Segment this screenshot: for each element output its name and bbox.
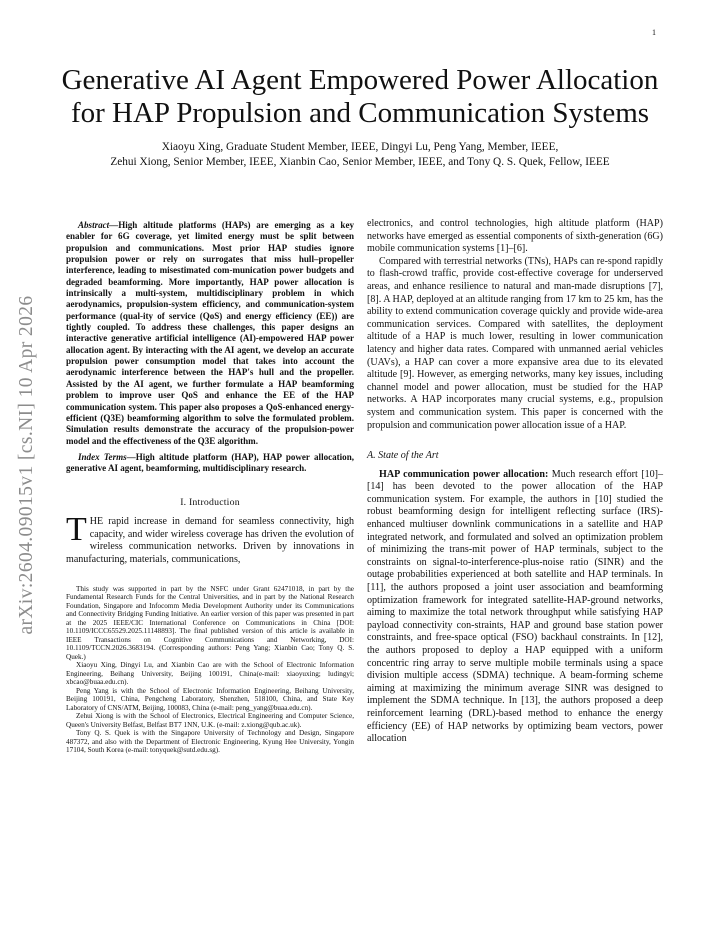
abstract-text: —High altitude platforms (HAPs) are emerging as a key enabler for 6G coverage, yet limited energy must be split between propulsion and communications. Most prior HAP studies ignore propulsion power or rely on surrogates that miss hull–propeller interference, leading to misestimated com-munication power budgets and degraded beamforming. More importantly, HAP power allocation is intrinsically a multi-system, multidisciplinary problem in which aerodynamics, propulsion-system efficiency, and communication-system performance (qual-ity of service (QoS) and energy efficiency (EE)) are tightly coupled. To address these challenges, this paper designs an interactive generative artificial intelligence (AI)-empowered HAP power allocation agent. By interacting with the AI agent, we develop an accurate propulsion power consumption model that takes into account the aerodynamic interference between the HAP's hull and the propeller. Assisted by the AI agent, we further formulate a HAP beamforming problem to improve user QoS and enhance the EE of the HAP communication system. This paper also proposes a QoS-enhanced energy-efficient (Q3E) beamforming algorithm to solve the formulated problem. Simulation results demonstrate the accuracy of the propulsion-power model and the effectiveness of the Q3E algorithm. [66,220,354,446]
arxiv-stamp [14,230,40,700]
paragraph-lead: HAP communication power allocation: [379,468,549,480]
title-line-2: for HAP Propulsion and Communication Systems [70,97,650,129]
footnote-affiliation-yang: Peng Yang is with the School of Electronic Information Engineering, Beihang University, Beijing 100191, China, Pengcheng Laboratory, Shenzhen, 518100, China, and State Key Laboratory of CNS/ATM, Beijing, 100083, China (e-mail: peng_yang@buaa.edu.cn). [66,686,354,712]
authors-line-1: Xiaoyu Xing, Graduate Student Member, IEEE, Dingyi Lu, Peng Yang, Member, IEEE, [161,141,559,153]
right-column [367,218,663,746]
paper-title [60,64,660,130]
footnote-affiliation-quek: Tony Q. S. Quek is with the Singapore University of Technology and Design, Singapore 487372, and also with the Department of Electronic Engineering, Kyung Hee University, Yongin 17104, South Korea (e-mail: tonyquek@sutd.edu.sg). [66,729,354,755]
footnotes [66,585,354,755]
arxiv-stamp-text: arXiv:2604.09015v1 [cs.NI] 10 Apr 2026 [16,295,37,635]
footnote-affiliation-xing: Xiaoyu Xing, Dingyi Lu, and Xianbin Cao are with the School of Electronic Information Engineering, Beihang University, Beijing 100191, China(e-mail: xiaoyuxing; ludingyi; xbcao@buaa.edu.cn). [66,661,354,687]
footnote-funding: This study was supported in part by the NSFC under Grant 62471018, in part by the Fundamental Research Funds for the Central Universities, and in part by the National Research Foundation, Singapore and Infocomm Media Development Authority under its Communications and Connectivity Bridging Funding Initiative. An earlier version of this paper was presented in part at the 2025 IEEE/CIC International Conference on Communications in China [DOI: 10.1109/ICCC65529.2025.11148893]. The final published version of this article is available in IEEE Transactions on Cognitive Communications and Networking, DOI: 10.1109/TCCN.2026.3683194. (Corresponding authors: Peng Yang; Xianbin Cao; Tony Q. S. Quek.) [66,584,354,661]
index-terms-text: —High altitude platform (HAP), HAP power allocation, generative AI agent, beamforming, multidisciplinary research. [66,451,354,474]
index-terms-label: Index Terms [78,451,127,462]
section-heading-introduction: I. Introduction [180,496,240,508]
author-list [48,140,672,170]
paragraph-comparison: Compared with terrestrial networks (TNs), HAPs can re-spond rapidly to flash-crowd traffic, provide cost-effective coverage for underserved areas, and enhance resilience to natural and man-made disruptions [7], [8]. A HAP, deployed at an altitude ranging from 17 km to 25 km, has the ability to extend communication coverage quickly and provide wide-area communication services. Compared with satellites, the deployment altitude of a HAP is much lower, resulting in lower communication latency and higher data rates. Compared with unmanned aerial vehicles (UAVs), a HAP can cover a more expansive area due to its elevated altitude [9]. However, as emerging networks, many key issues, including channel model and power allocation, must be studied for the HAP networks. A HAP incorporates many crucial systems, e.g., propulsion system and communication system. This paper is concerned with the propulsion and communication power allocation issue of a HAP. [367,255,663,431]
drop-cap: T [66,511,87,549]
abstract-label: Abstract [78,220,110,230]
index-terms [66,452,354,475]
paragraph-body: Much research effort [10]–[14] has been devoted to the power allocation of the HAP communication system. For example, the authors in [10] studied the robust beamforming design for intelligent reflecting surface (IRS)-enhanced multiuser downlink communications in a satellite and HAP integrated network, and formulated and solved an optimization problem of minimizing the trans-mit power of HAP terminals, subject to the constraints on signal-to-interference-plus-noise ratio (SINR) and the outage probabilities experienced at both satellite and HAP terminals. In [11], the authors proposed a joint user association and beamforming optimization framework for integrated satellite-HAP-ground networks, aiming to maximize the total network throughput while satisfying HAP payload connectivity con-straints, HAP and ground base station power constraints, and free-space optical (FSO) backhaul constraints. In [12], the authors proposed to deploy a HAP equipped with a uniform concentric ring array to serve multiple mobile terminals using a space division multiple access (SDMA) technique. A beam-forming scheme aiming at maximizing the minimum average SINR was designed to implement the SDMA technique. In [13], the authors proposed a deep reinforcement learning (DRL)-based method to enhance the energy efficiency (EE) of HAP networks by optimizing beam vectors, power allocation [367,468,664,745]
intro-paragraph [66,511,354,566]
footnote-affiliation-xiong: Zehui Xiong is with the School of Electronics, Electrical Engineering and Computer Science, Queen's University Belfast, Belfast BT7 1NN, U.K. (e-mail: z.xiong@qub.ac.uk). [66,712,354,729]
page-number: 1 [652,28,656,37]
paragraph-continuation: electronics, and control technologies, high altitude platform (HAP) networks have emerged as essential components of sixth-generation (6G) mobile communication systems [1]–[6]. [367,218,663,255]
title-line-1: Generative AI Agent Empowered Power Allocation [61,64,659,96]
paragraph-state-of-art [367,469,663,746]
left-column [66,218,354,755]
authors-line-2: Zehui Xiong, Senior Member, IEEE, Xianbin Cao, Senior Member, IEEE, and Tony Q. S. Quek, Fellow, IEEE [110,156,610,168]
intro-text: HE rapid increase in demand for seamless connectivity, high capacity, and wider wireless coverage has driven the evolution of wireless communication networks. Driven by innovations in manufacturing, materials, communications, [66,516,354,565]
abstract [66,220,354,447]
subsection-heading: A. State of the Art [367,450,439,462]
